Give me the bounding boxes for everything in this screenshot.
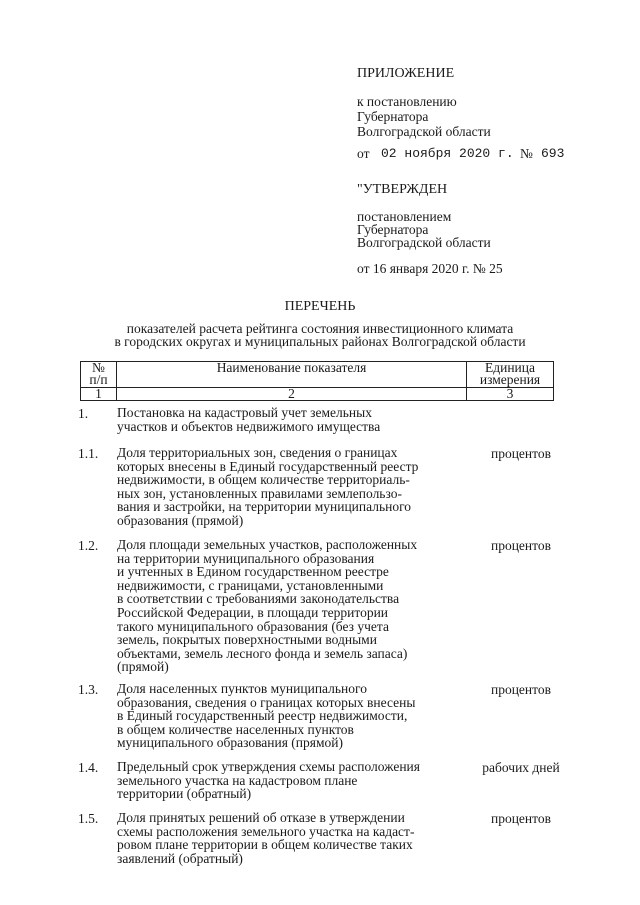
row-unit: процентов	[490, 538, 551, 553]
appendix-date: 02 ноября 2020 г.	[381, 146, 514, 161]
row-number: 1.4.	[78, 760, 99, 775]
approved-line-3: Волгоградской области	[357, 235, 491, 250]
document-subtitle-1: показателей расчета рейтинга состояния инвестиционного климата	[126, 321, 514, 336]
row-indicator-text: Доля площади земельных участков, расположенных на территории муниципального образования и учтенных в Едином государственном реестре недвижимости, с границами, установленными в соответствии с требованиями законодательства Российской Федерации, в площади территории такого муниципального образования (без учета земель, покрытых поверхностными водными объектами, земель лесного фонда и земель запаса) (прямой)	[117, 537, 418, 675]
appendix-title: ПРИЛОЖЕНИЕ	[357, 66, 455, 81]
row-unit: процентов	[490, 682, 551, 697]
appendix-number-label: №	[520, 146, 533, 161]
row-number: 1.	[78, 406, 89, 421]
header-unit-cell	[467, 362, 554, 388]
row-indicator-text: Постановка на кадастровый учет земельных участков и объектов недвижимого имущества	[117, 405, 381, 434]
header-unit-line-2: измерения	[479, 372, 541, 387]
row-indicator-text: Предельный срок утверждения схемы расположения земельного участка на кадастровом плане территории (обратный)	[117, 759, 420, 802]
indicator-table-header	[80, 361, 554, 401]
document-subtitle-2: в городских округах и муниципальных районах Волгоградской области	[114, 334, 526, 349]
row-indicator-text: Доля территориальных зон, сведения о границах которых внесены в Единый государственный реестр недвижимости, в общем количестве территориаль- ных зон, установленных правилами землепользо- вания и застройки, на территории муниципального образования (прямой)	[117, 445, 419, 528]
header-unit-line-1: Единица	[484, 360, 535, 375]
header-number-line-2: п/п	[89, 372, 108, 387]
appendix-line-1: к постановлению	[357, 94, 457, 109]
appendix-line-3: Волгоградской области	[357, 124, 491, 139]
row-number: 1.1.	[78, 446, 99, 461]
row-indicator-text: Доля принятых решений об отказе в утверждении схемы расположения земельного участка на кадаст- ровом плане территории в общем количестве таких заявлений (обратный)	[117, 810, 415, 866]
row-number: 1.3.	[78, 682, 99, 697]
header-number-cell	[81, 362, 117, 388]
row-unit: рабочих дней	[482, 760, 560, 775]
approved-title: "УТВЕРЖДЕН	[357, 182, 448, 197]
approved-line-1: постановлением	[357, 209, 452, 224]
header-col-index-3: 3	[467, 388, 554, 401]
row-unit: процентов	[490, 811, 551, 826]
appendix-number: 693	[541, 146, 565, 161]
row-number: 1.5.	[78, 811, 99, 826]
row-indicator-text: Доля населенных пунктов муниципального образования, сведения о границах которых внесены в Единый государственный реестр недвижимости, в общем количестве населенных пунктов муниципального образования (прямой)	[117, 681, 416, 751]
header-col-index-1: 1	[81, 388, 117, 401]
approved-date-line: от 16 января 2020 г. № 25	[357, 261, 503, 276]
approved-line-2: Губернатора	[357, 222, 429, 237]
row-unit: процентов	[490, 446, 551, 461]
row-number: 1.2.	[78, 538, 99, 553]
appendix-date-prefix: от	[357, 146, 370, 161]
document-title: ПЕРЕЧЕНЬ	[284, 299, 356, 314]
header-col-index-2: 2	[117, 388, 467, 401]
header-name-label: Наименование показателя	[216, 360, 367, 375]
appendix-line-2: Губернатора	[357, 109, 429, 124]
header-number-line-1: №	[92, 360, 105, 375]
header-name-cell	[117, 362, 467, 388]
